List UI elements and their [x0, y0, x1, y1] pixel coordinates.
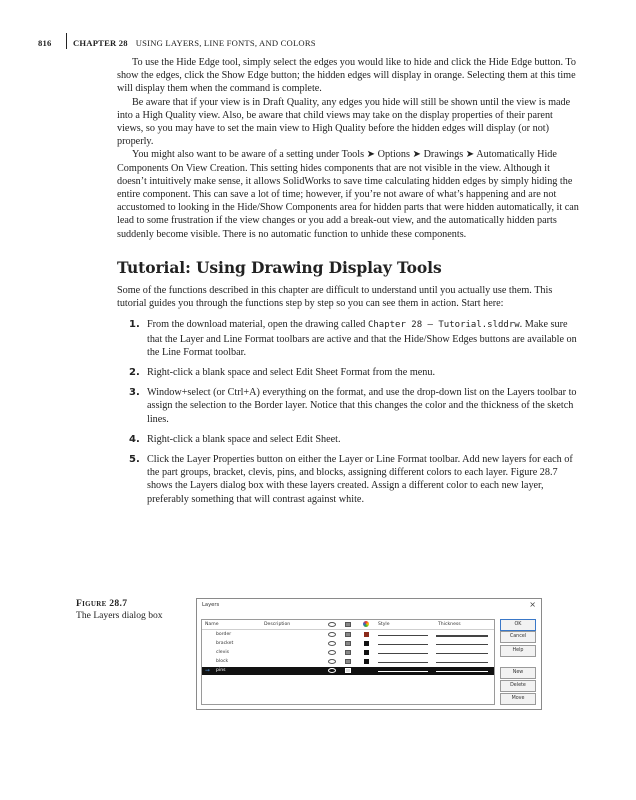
line-thickness-sample[interactable] [436, 671, 488, 672]
layer-row[interactable] [202, 640, 494, 648]
step-text: From the download material, open the drawing called Chapter 28 – Tutorial.slddrw. Make sure that the Layer and Line Format toolbars are active and that the Hide/Show Edges buttons are available on the Line Format toolbar. [147, 319, 577, 358]
paragraph-draft-quality: Be aware that if your view is in Draft Quality, any edges you hide will still be shown until the view is made into a High Quality view. Also, be aware that child views may take on the display properties of their parent views, so you may have to set the main view to High Quality before the hidden edges will display (or not) properly. [117, 96, 571, 148]
step-item [117, 366, 581, 379]
line-thickness-sample[interactable] [436, 635, 488, 637]
visibility-eye-icon[interactable] [328, 632, 336, 637]
figure-caption [76, 598, 163, 622]
cancel-button[interactable]: Cancel [500, 631, 536, 643]
line-thickness-sample[interactable] [436, 644, 488, 645]
color-wheel-icon [363, 621, 369, 627]
step-number: 3. [129, 387, 140, 399]
move-button[interactable]: Move [500, 693, 536, 705]
line-thickness-sample[interactable] [436, 653, 488, 654]
visibility-eye-icon[interactable] [328, 641, 336, 646]
steps-list [117, 318, 581, 505]
paragraph-auto-hide: You might also want to be aware of a setting under Tools ➤ Options ➤ Drawings ➤ Automatically Hide Components On View Creation. This setting hides components that are not visible in the view. Although it doesn’t intuitively make sense, it allows SolidWorks to save time calculating hidden edges by simply hiding the entire component. This can save a lot of time; however, if you’re not aware of what’s happening and are not accustomed to looking in the Hide/Show Components area for hidden parts that were hidden automatically, it can lead to some frustration if the view changes or you add a break-out view, and the automatically hidden parts suddenly become visible. There is no automatic function to unhide these components. [117, 149, 579, 240]
new-button[interactable]: New [500, 667, 536, 679]
section-heading: Tutorial: Using Drawing Display Tools [117, 257, 442, 277]
active-layer-arrow-icon: ➞ [205, 667, 211, 674]
print-printer-icon[interactable] [345, 650, 351, 655]
tutorial-intro: Some of the functions described in this chapter are difficult to understand until you actually use them. This tutorial guides you through the functions step by step so you can see them in action. Start here: [117, 285, 553, 310]
line-style-sample[interactable] [378, 662, 428, 663]
help-button[interactable]: Help [500, 645, 536, 657]
step-text: Right-click a blank space and select Edit Sheet. [147, 433, 341, 445]
print-printer-icon[interactable] [345, 668, 351, 673]
step-text: Right-click a blank space and select Edit Sheet Format from the menu. [147, 367, 435, 379]
step-number: 4. [129, 433, 140, 445]
figure-label: Figure 28.7 [76, 598, 128, 609]
step-item [117, 318, 581, 359]
printer-icon [345, 622, 351, 627]
step-item [117, 453, 581, 506]
layer-color-swatch[interactable] [364, 650, 369, 655]
column-style[interactable]: Style [378, 622, 390, 627]
layers-dialog [196, 598, 542, 710]
step-item [117, 386, 581, 426]
eye-icon [328, 622, 336, 627]
visibility-eye-icon[interactable] [328, 668, 336, 673]
line-style-sample[interactable] [378, 653, 428, 654]
column-thickness[interactable]: Thickness [438, 622, 461, 627]
chapter-label: CHAPTER 28 [73, 38, 128, 48]
layer-name[interactable]: clevis [216, 650, 230, 655]
layer-row[interactable] [202, 631, 494, 639]
layers-table [201, 619, 495, 705]
layer-color-swatch[interactable] [364, 659, 369, 664]
running-header [38, 37, 316, 49]
step-text: Click the Layer Properties button on either the Layer or Line Format toolbar. Add new layers for each of the part groups, bracket, clevis, pins, and blocks, assigning different colors to each layer. Figure 28.7 shows the Layers dialog box with these layers created. Assign a different color to each new layer, preferably something that will contrast against white. [147, 454, 573, 505]
body-text [117, 56, 581, 513]
layer-name[interactable]: border [216, 632, 232, 637]
chapter-title: USING LAYERS, LINE FONTS, AND COLORS [135, 38, 316, 48]
paragraph-hide-edge: To use the Hide Edge tool, simply select the edges you would like to hide and click the Hide Edge button. To show the edges, click the Show Edge button; the hidden edges will display in orange. Selecting them at this time will display them when the command is complete. [117, 57, 576, 95]
visibility-eye-icon[interactable] [328, 650, 336, 655]
layer-row[interactable] [202, 667, 494, 675]
step-item [117, 433, 581, 446]
file-name: Chapter 28 – Tutorial.slddrw [367, 320, 520, 331]
ok-button[interactable]: OK [500, 619, 536, 631]
line-style-sample[interactable] [378, 671, 428, 672]
header-divider [66, 33, 67, 49]
print-printer-icon[interactable] [345, 632, 351, 637]
visibility-eye-icon[interactable] [328, 659, 336, 664]
layer-name[interactable]: pins [216, 668, 226, 673]
layer-name[interactable]: block [216, 659, 229, 664]
line-thickness-sample[interactable] [436, 662, 488, 663]
layer-color-swatch[interactable] [364, 632, 369, 637]
line-style-sample[interactable] [378, 644, 428, 645]
close-icon[interactable]: × [529, 600, 536, 609]
figure-caption-text: The Layers dialog box [76, 610, 163, 621]
column-name[interactable]: Name [205, 622, 219, 627]
layer-color-swatch[interactable] [364, 641, 369, 646]
print-printer-icon[interactable] [345, 641, 351, 646]
page-number: 816 [38, 38, 52, 48]
step-number: 1. [129, 319, 140, 331]
layer-row[interactable] [202, 658, 494, 666]
print-printer-icon[interactable] [345, 659, 351, 664]
dialog-title: Layers [202, 602, 220, 608]
layer-name[interactable]: bracket [216, 641, 234, 646]
step-number: 5. [129, 454, 140, 466]
delete-button[interactable]: Delete [500, 680, 536, 692]
column-description[interactable]: Description [264, 622, 291, 627]
table-header [202, 620, 494, 630]
layer-row[interactable] [202, 649, 494, 657]
step-text: Window+select (or Ctrl+A) everything on the format, and use the drop-down list on the Layers toolbar to assign the selection to the Border layer. Notice that this changes the color and the thickness of the sketch lines. [147, 387, 577, 425]
line-style-sample[interactable] [378, 635, 428, 636]
step-number: 2. [129, 367, 140, 379]
